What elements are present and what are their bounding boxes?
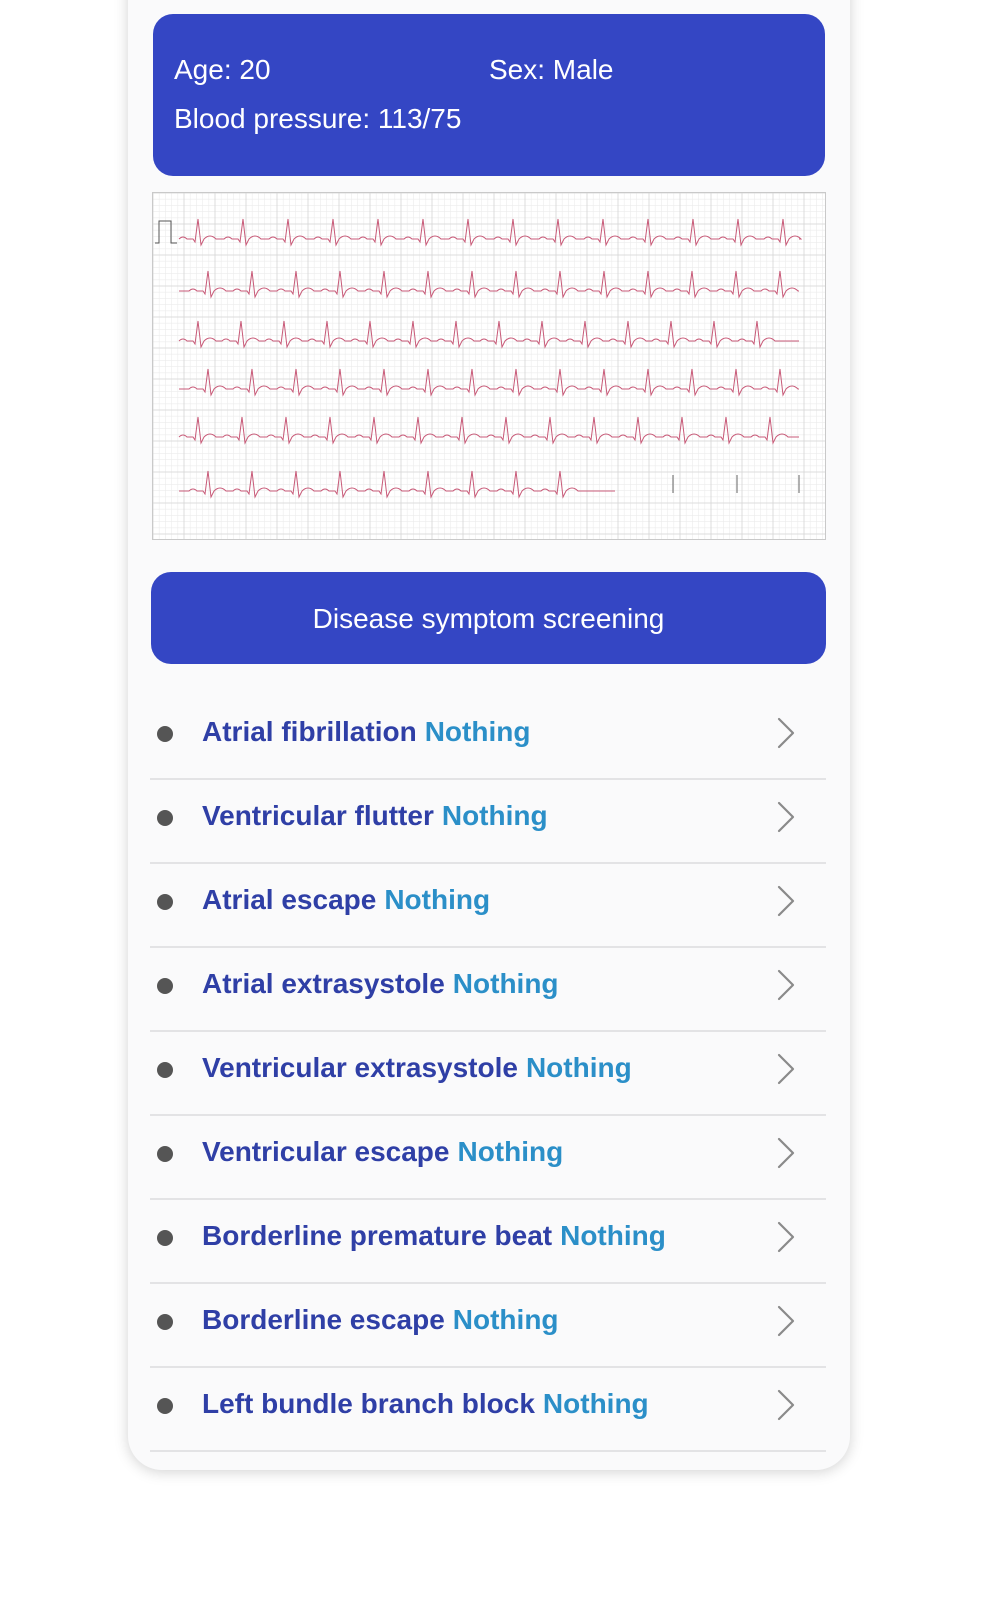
patient-sex: Sex: Male <box>489 54 614 85</box>
patient-age: Age: 20 <box>174 54 271 85</box>
ecg-trace-graphic <box>153 193 825 539</box>
patient-blood-pressure: Blood pressure: 113/75 <box>174 103 462 134</box>
chevron-right-icon <box>774 1304 798 1338</box>
dot-icon <box>157 1230 173 1246</box>
dot-icon <box>157 978 173 994</box>
dot-icon <box>157 1146 173 1162</box>
dot-icon <box>157 894 173 910</box>
chevron-right-icon <box>774 1220 798 1254</box>
dot-icon <box>157 1314 173 1330</box>
condition-status: Nothing <box>560 1220 666 1251</box>
chevron-right-icon <box>774 1052 798 1086</box>
list-item[interactable] <box>150 1200 826 1284</box>
condition-name: Ventricular extrasystole <box>202 1052 518 1083</box>
condition-name: Atrial escape <box>202 884 377 915</box>
list-item[interactable] <box>150 780 826 864</box>
chevron-right-icon <box>774 1388 798 1422</box>
condition-name: Borderline escape <box>202 1304 445 1335</box>
dot-icon <box>157 726 173 742</box>
condition-name: Atrial extrasystole <box>202 968 445 999</box>
condition-name: Left bundle branch block <box>202 1388 535 1419</box>
condition-status: Nothing <box>542 1388 649 1419</box>
condition-status: Nothing <box>452 968 559 999</box>
dot-icon <box>157 1398 173 1414</box>
screening-results-list <box>150 696 826 1452</box>
condition-status: Nothing <box>457 1136 564 1167</box>
list-item[interactable] <box>150 948 826 1032</box>
condition-name: Atrial fibrillation <box>202 716 417 747</box>
condition-status: Nothing <box>452 1304 559 1335</box>
chevron-right-icon <box>774 968 798 1002</box>
dot-icon <box>157 1062 173 1078</box>
condition-name: Borderline premature beat <box>202 1220 553 1251</box>
condition-name: Ventricular flutter <box>202 800 434 831</box>
condition-status: Nothing <box>441 800 548 831</box>
dot-icon <box>157 810 173 826</box>
condition-name: Ventricular escape <box>202 1136 450 1167</box>
condition-status: Nothing <box>525 1052 632 1083</box>
chevron-right-icon <box>774 716 798 750</box>
disease-screening-button[interactable]: Disease symptom screening <box>151 572 826 664</box>
list-item[interactable] <box>150 1032 826 1116</box>
list-item[interactable] <box>150 1284 826 1368</box>
chevron-right-icon <box>774 800 798 834</box>
chevron-right-icon <box>774 1136 798 1170</box>
list-item[interactable] <box>150 1368 826 1452</box>
condition-status: Nothing <box>424 716 531 747</box>
app-screen <box>128 0 850 1470</box>
chevron-right-icon <box>774 884 798 918</box>
ecg-chart-image <box>152 192 826 540</box>
patient-info-card <box>153 14 825 176</box>
list-item[interactable] <box>150 696 826 780</box>
condition-status: Nothing <box>384 884 491 915</box>
list-item[interactable] <box>150 864 826 948</box>
list-item[interactable] <box>150 1116 826 1200</box>
